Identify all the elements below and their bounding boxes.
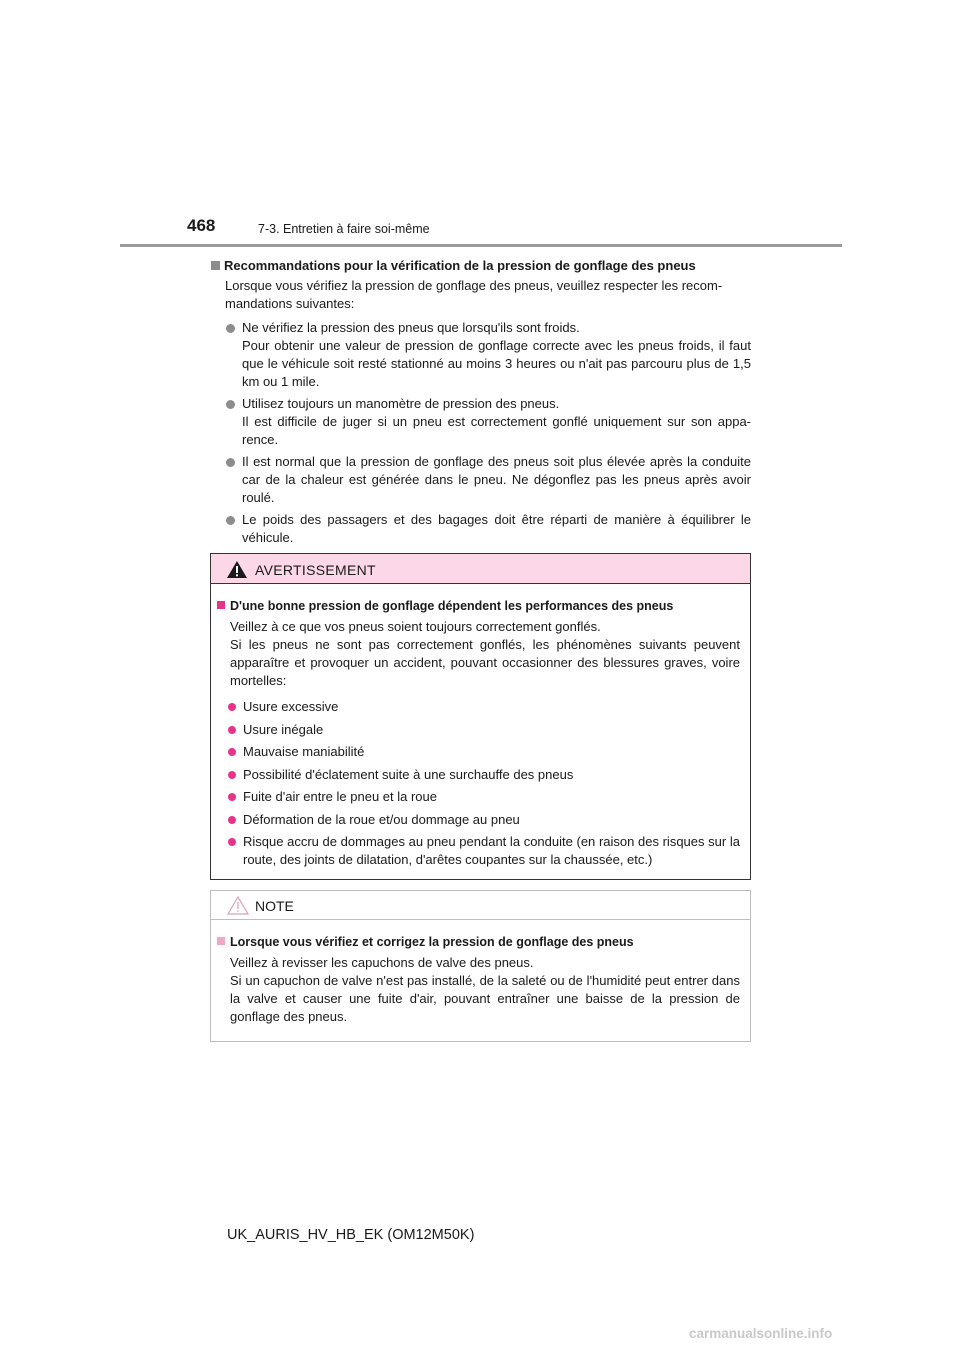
note-header <box>211 891 750 920</box>
note-title: NOTE <box>255 898 294 914</box>
list-item <box>217 698 740 716</box>
list-item <box>217 766 740 784</box>
caution-outline-triangle-icon <box>227 896 249 920</box>
list-item-text: Déformation de la roue et/ou dommage au pneu <box>243 811 520 827</box>
list-item-text: Fuite d'air entre le pneu et la roue <box>243 789 437 804</box>
document-code: UK_AURIS_HV_HB_EK (OM12M50K) <box>227 1227 475 1243</box>
warning-triangle-icon <box>227 561 247 583</box>
warning-heading-text: D'une bonne pression de gonflage dépendent les performances des pneus <box>230 599 674 613</box>
list-item <box>217 833 740 869</box>
square-bullet-icon <box>211 261 220 270</box>
list-item-text: Risque accru de dommages au pneu pendant la conduite (en raison des risques sur la route, des joints de dilatation, d'arêtes coupantes sur la chaussée, etc.) <box>243 834 740 867</box>
list-item-text: Il est difficile de juger si un pneu est correctement gonflé uniquement sur son appa-rence. <box>242 414 751 447</box>
square-bullet-icon <box>217 601 225 609</box>
list-item-text: Usure inégale <box>243 721 324 737</box>
warning-header <box>211 554 750 584</box>
warning-paragraph <box>217 618 740 690</box>
warning-heading <box>217 597 740 615</box>
note-body <box>211 920 750 1026</box>
intro-paragraph: Lorsque vous vérifiez la pression de gonflage des pneus, veuillez respecter les recom-mandations suivantes: <box>225 278 723 311</box>
list-item-text: Possibilité d'éclatement suite à une surchauffe des pneus <box>243 766 574 782</box>
warning-paragraph-line: Si les pneus ne sont pas correctement gonflés, les phénomènes suivants peuvent apparaître et provoquer un accident, pouvant occasionner des blessures graves, voire mortelles: <box>230 637 740 688</box>
warning-list <box>217 698 740 869</box>
bullet-dot-icon <box>228 748 236 756</box>
recommendation-list <box>210 319 751 547</box>
note-paragraph-line: Si un capuchon de valve n'est pas installé, de la saleté ou de l'humidité peut entrer dans la valve et causer une fuite d'air, pouvant entraîner une baisse de la pression de gonflage des pneus. <box>230 973 740 1024</box>
list-item <box>217 743 740 761</box>
list-item <box>210 511 751 547</box>
warning-paragraph-line: Veillez à ce que vos pneus soient toujours correctement gonflés. <box>230 619 601 634</box>
note-heading-text: Lorsque vous vérifiez et corrigez la pression de gonflage des pneus <box>230 935 634 949</box>
bullet-dot-icon <box>226 400 235 409</box>
bullet-dot-icon <box>228 793 236 801</box>
warning-box <box>210 553 751 880</box>
section-title: 7-3. Entretien à faire soi-même <box>258 222 430 236</box>
bullet-dot-icon <box>228 838 236 846</box>
list-item-text: Utilisez toujours un manomètre de pression des pneus. <box>242 396 560 411</box>
warning-title: AVERTISSEMENT <box>255 562 376 578</box>
note-paragraph-line: Veillez à revisser les capuchons de valve des pneus. <box>230 955 534 970</box>
bullet-dot-icon <box>228 726 236 734</box>
square-bullet-icon <box>217 937 225 945</box>
note-box <box>210 890 751 1042</box>
list-item <box>217 811 740 829</box>
header-divider <box>120 244 842 247</box>
bullet-dot-icon <box>228 816 236 824</box>
list-item-text: Le poids des passagers et des bagages doit être réparti de manière à équilibrer le véhicule. <box>242 512 751 545</box>
bullet-dot-icon <box>226 324 235 333</box>
page-number: 468 <box>187 216 216 235</box>
section-heading <box>210 256 751 275</box>
list-item <box>210 453 751 507</box>
list-item-text: Ne vérifiez la pression des pneus que lorsqu'ils sont froids. <box>242 320 580 335</box>
list-item-text: Mauvaise maniabilité <box>243 744 365 759</box>
bullet-dot-icon <box>228 771 236 779</box>
note-heading <box>217 933 740 951</box>
watermark: carmanualsonline.info <box>689 1326 833 1341</box>
list-item-text: Il est normal que la pression de gonflage des pneus soit plus élevée après la conduite car de la chaleur est générée dans le pneu. Ne dégonflez pas les pneus après avoir roulé. <box>242 454 751 505</box>
list-item <box>217 788 740 806</box>
bullet-dot-icon <box>228 703 236 711</box>
section-heading-text: Recommandations pour la vérification de la pression de gonflage des pneus <box>224 258 696 273</box>
list-item <box>210 319 751 391</box>
warning-body <box>211 584 750 869</box>
bullet-dot-icon <box>226 458 235 467</box>
list-item-text: Pour obtenir une valeur de pression de gonflage correcte avec les pneus froids, il faut que le véhicule soit resté stationné au moins 3 heures ou n'ait pas parcouru plus de 1,5 km ou 1 mile. <box>242 338 751 389</box>
list-item <box>210 395 751 449</box>
note-paragraph <box>217 954 740 1026</box>
list-item <box>217 721 740 739</box>
list-item-text: Usure excessive <box>243 699 339 714</box>
bullet-dot-icon <box>226 516 235 525</box>
main-section <box>210 256 751 551</box>
